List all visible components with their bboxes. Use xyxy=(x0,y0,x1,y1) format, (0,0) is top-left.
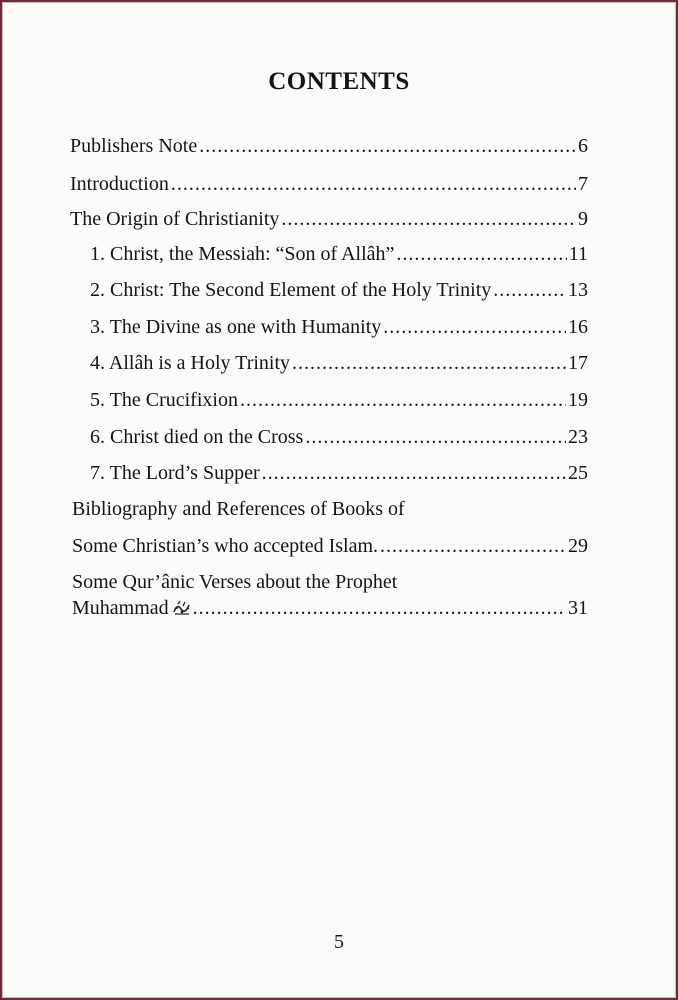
toc-page-number: 29 xyxy=(568,535,588,557)
toc-dot-leader xyxy=(281,207,576,231)
toc-page-number: 16 xyxy=(568,316,588,338)
toc-entry-chapter-3 xyxy=(90,315,588,339)
toc-dot-leader xyxy=(380,534,566,558)
toc-dot-leader xyxy=(262,461,566,485)
toc-entry-quranic-line1: Some Qur’ânic Verses about the Prophet xyxy=(72,571,398,593)
toc-entry-text: Publishers Note xyxy=(70,135,198,157)
toc-entry-text: 1. Christ, the Messiah: “Son of Allâh” xyxy=(90,243,395,265)
toc-page-number: 11 xyxy=(568,243,588,265)
toc-page-number: 7 xyxy=(578,173,588,195)
toc-entry-bibliography-line1: Bibliography and References of Books of xyxy=(72,498,405,520)
page-title: CONTENTS xyxy=(268,68,410,95)
toc-entry-publishers-note xyxy=(70,134,588,158)
toc-entry-text: 6. Christ died on the Cross xyxy=(90,426,304,448)
toc-entry-text xyxy=(72,596,191,620)
toc-entry-origin-of-christianity xyxy=(70,207,588,231)
toc-entry-chapter-2 xyxy=(90,278,588,302)
toc-dot-leader xyxy=(171,172,576,196)
toc-page-number: 6 xyxy=(578,135,588,157)
toc-dot-leader xyxy=(305,425,566,449)
toc-entry-text: The Origin of Christianity xyxy=(70,208,280,230)
toc-page-number: 19 xyxy=(568,389,588,411)
toc-page-number: 13 xyxy=(568,279,588,301)
toc-page-number: 25 xyxy=(568,462,588,484)
toc-entry-text: 2. Christ: The Second Element of the Holy Trinity xyxy=(90,279,492,301)
toc-entry-introduction xyxy=(70,172,588,196)
toc-entry-chapter-6 xyxy=(90,425,588,449)
honorific-calligraphy-icon xyxy=(173,600,191,616)
toc-entry-text: Introduction xyxy=(70,173,169,195)
toc-entry-text: 7. The Lord’s Supper xyxy=(90,462,260,484)
toc-entry-text: 3. The Divine as one with Humanity xyxy=(90,316,382,338)
toc-entry-text-muhammad: Muhammad xyxy=(72,597,169,619)
page-number: 5 xyxy=(334,931,344,953)
toc-entry-chapter-5 xyxy=(90,388,588,412)
toc-entry-text: Some Christian’s who accepted Islam. xyxy=(72,535,379,557)
toc-dot-leader xyxy=(199,134,576,158)
toc-page-number: 31 xyxy=(568,597,588,619)
toc-entry-chapter-7 xyxy=(90,461,588,485)
toc-entry-text: 5. The Crucifixion xyxy=(90,389,238,411)
toc-dot-leader xyxy=(240,388,566,412)
toc-page-number: 23 xyxy=(568,426,588,448)
toc-dot-leader xyxy=(493,278,566,302)
toc-page-number: 9 xyxy=(578,208,588,230)
toc-dot-leader xyxy=(396,242,566,266)
toc-entry-chapter-4 xyxy=(90,351,588,375)
toc-dot-leader xyxy=(193,596,566,620)
toc-entry-quranic-verses xyxy=(72,596,588,620)
toc-dot-leader xyxy=(383,315,566,339)
toc-entry-bibliography xyxy=(72,534,588,558)
toc-entry-text: 4. Allâh is a Holy Trinity xyxy=(90,352,291,374)
toc-page-number: 17 xyxy=(568,352,588,374)
toc-entry-chapter-1 xyxy=(90,242,588,266)
toc-dot-leader xyxy=(292,351,566,375)
